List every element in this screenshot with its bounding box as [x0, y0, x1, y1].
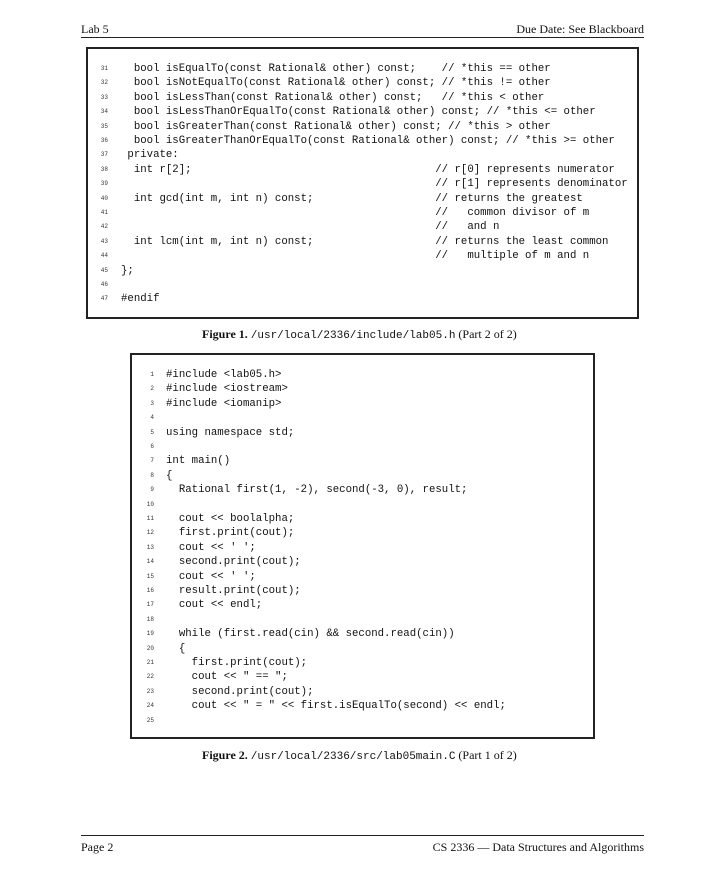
page-header: [81, 19, 644, 38]
code-text: #include <lab05.h>: [166, 369, 282, 381]
line-number: 41: [100, 209, 108, 216]
line-number: 46: [100, 281, 108, 288]
line-number: 11: [146, 515, 154, 522]
figure1-caption-path: /usr/local/2336/include/lab05.h: [250, 330, 456, 342]
code-text: cout << ' ';: [166, 541, 256, 554]
line-number: 25: [146, 716, 154, 724]
line-number: 18: [146, 615, 154, 623]
line-number: 44: [100, 252, 108, 260]
line-number: 20: [146, 644, 154, 652]
figure2-code-box: [130, 353, 595, 739]
figure1-caption-suffix: (Part 2 of 2): [455, 327, 517, 341]
code-text: cout << endl;: [166, 599, 263, 612]
line-number: 47: [100, 295, 108, 303]
figure2-caption-label: Figure 2.: [202, 748, 248, 762]
code-text: while (first.read(cin) && second.read(cin)): [166, 628, 455, 641]
line-number: 16: [146, 587, 154, 594]
line-number: 33: [100, 93, 108, 101]
page-footer: [81, 835, 644, 854]
line-number: 40: [100, 194, 108, 202]
footer-page-number: Page 2: [81, 840, 114, 854]
figure1-caption-label: Figure 1.: [202, 327, 248, 341]
line-number: 6: [150, 443, 154, 450]
line-number: 9: [150, 486, 154, 494]
line-number: 7: [150, 457, 154, 465]
line-number: 36: [100, 137, 108, 144]
code-text: cout << boolalpha;: [166, 513, 295, 525]
code-text: bool isLessThan(const Rational& other) const; // *this < other: [121, 91, 545, 104]
line-number: 2: [150, 385, 154, 393]
line-number: 5: [150, 428, 154, 436]
header-lab-label: Lab 5: [81, 22, 109, 36]
code-text: first.print(cout);: [166, 527, 295, 540]
code-text: // multiple of m and n: [121, 250, 590, 263]
code-text: Rational first(1, -2), second(-3, 0), result;: [166, 484, 468, 497]
line-number: 1: [150, 371, 154, 378]
code-text: using namespace std;: [166, 426, 295, 439]
code-text: second.print(cout);: [166, 556, 301, 569]
code-text: #include <iomanip>: [166, 397, 282, 410]
code-text: cout << " == ";: [166, 671, 288, 684]
code-text: int gcd(int m, int n) const; // returns the greatest: [121, 192, 583, 205]
line-number: 34: [100, 108, 108, 116]
line-number: 19: [146, 630, 154, 638]
line-number: 4: [150, 414, 154, 422]
line-number: 3: [150, 399, 154, 407]
line-number: 24: [146, 702, 154, 710]
code-text: bool isLessThanOrEqualTo(const Rational& other) const; // *this <= other: [121, 106, 596, 119]
code-text: cout << " = " << first.isEqualTo(second) << endl;: [166, 700, 506, 713]
figure2-caption: [202, 748, 517, 763]
code-text: bool isEqualTo(const Rational& other) const; // *this == other: [121, 63, 551, 75]
line-number: 10: [146, 500, 154, 508]
line-number: 38: [100, 165, 108, 173]
code-text: bool isGreaterThan(const Rational& other) const; // *this > other: [121, 120, 551, 133]
line-number: 31: [100, 65, 108, 72]
code-text: cout << ' ';: [166, 570, 256, 583]
line-number: 8: [150, 471, 154, 479]
figure1-caption: [202, 327, 517, 342]
figure1-code-box: [86, 47, 639, 319]
code-text: int r[2]; // r[0] represents numerator: [121, 163, 615, 176]
code-text: // and n: [121, 221, 500, 234]
line-number: 12: [146, 529, 154, 537]
code-text: first.print(cout);: [166, 657, 308, 669]
line-number: 39: [100, 180, 108, 188]
code-text: bool isNotEqualTo(const Rational& other) const; // *this != other: [121, 77, 551, 90]
code-text: // r[1] represents denominator: [121, 178, 628, 191]
code-text: // common divisor of m: [121, 207, 590, 219]
line-number: 35: [100, 122, 108, 130]
code-text: {: [166, 642, 186, 655]
code-text: int lcm(int m, int n) const; // returns the least common: [121, 235, 609, 248]
line-number: 32: [100, 79, 108, 87]
code-text: #endif: [121, 293, 160, 306]
line-number: 15: [146, 572, 154, 580]
line-number: 13: [146, 543, 154, 551]
line-number: 45: [100, 266, 108, 274]
figure2-caption-path: /usr/local/2336/src/lab05main.C: [250, 751, 456, 763]
code-text: #include <iostream>: [166, 383, 288, 396]
figure2-caption-suffix: (Part 1 of 2): [455, 748, 517, 762]
code-text: second.print(cout);: [166, 685, 314, 698]
code-text: result.print(cout);: [166, 585, 301, 597]
line-number: 17: [146, 601, 154, 609]
line-number: 14: [146, 558, 154, 566]
line-number: 21: [146, 659, 154, 666]
header-due-date: Due Date: See Blackboard: [516, 22, 644, 36]
footer-course-title: CS 2336 — Data Structures and Algorithms: [432, 840, 644, 854]
code-text: int main(): [166, 455, 231, 468]
line-number: 43: [100, 237, 108, 245]
code-text: {: [166, 469, 173, 482]
code-text: };: [121, 264, 134, 277]
line-number: 42: [100, 223, 108, 231]
code-text: private:: [121, 149, 179, 162]
line-number: 23: [146, 687, 154, 695]
line-number: 22: [146, 673, 154, 681]
code-text: bool isGreaterThanOrEqualTo(const Rational& other) const; // *this >= other: [121, 135, 615, 147]
line-number: 37: [100, 151, 108, 159]
